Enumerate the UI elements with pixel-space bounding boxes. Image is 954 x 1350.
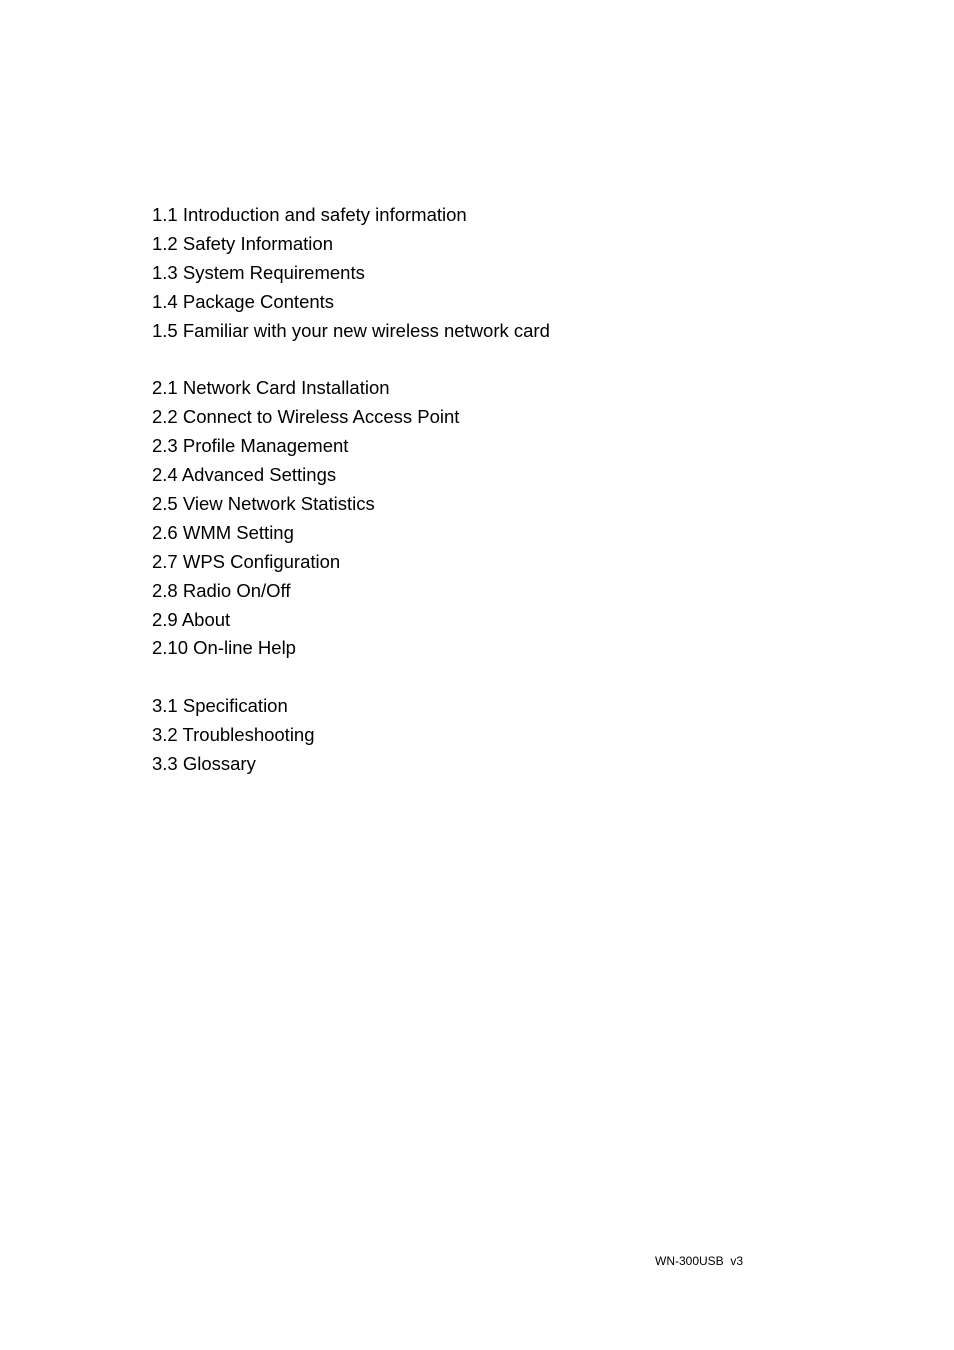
table-of-contents — [152, 201, 550, 808]
toc-item-1-5[interactable]: 1.5 Familiar with your new wireless network card — [152, 319, 550, 341]
toc-item-2-7[interactable]: 2.7 WPS Configuration — [152, 550, 341, 572]
toc-section-1 — [152, 201, 550, 345]
toc-section-3 — [152, 692, 550, 779]
toc-item-2-3[interactable]: 2.3 Profile Management — [152, 435, 349, 457]
toc-item-2-9[interactable]: 2.9 About — [152, 608, 231, 630]
toc-item-2-4[interactable]: 2.4 Advanced Settings — [152, 464, 337, 486]
toc-item-1-3[interactable]: 1.3 System Requirements — [152, 261, 365, 283]
toc-item-1-4[interactable]: 1.4 Package Contents — [152, 290, 335, 312]
toc-item-3-3[interactable]: 3.3 Glossary — [152, 753, 256, 775]
toc-section-2 — [152, 374, 550, 663]
toc-item-3-2[interactable]: 3.2 Troubleshooting — [152, 724, 315, 746]
toc-item-1-2[interactable]: 1.2 Safety Information — [152, 232, 333, 254]
toc-item-2-6[interactable]: 2.6 WMM Setting — [152, 521, 294, 543]
toc-item-2-1[interactable]: 2.1 Network Card Installation — [152, 377, 390, 399]
toc-item-2-5[interactable]: 2.5 View Network Statistics — [152, 493, 375, 515]
footer-model-version: WN-300USB v3 — [655, 1254, 744, 1268]
toc-item-2-8[interactable]: 2.8 Radio On/Off — [152, 579, 291, 601]
toc-item-2-10[interactable]: 2.10 On-line Help — [152, 637, 296, 659]
toc-item-1-1[interactable]: 1.1 Introduction and safety information — [152, 204, 467, 225]
toc-item-3-1[interactable]: 3.1 Specification — [152, 695, 288, 717]
toc-item-2-2[interactable]: 2.2 Connect to Wireless Access Point — [152, 406, 460, 428]
